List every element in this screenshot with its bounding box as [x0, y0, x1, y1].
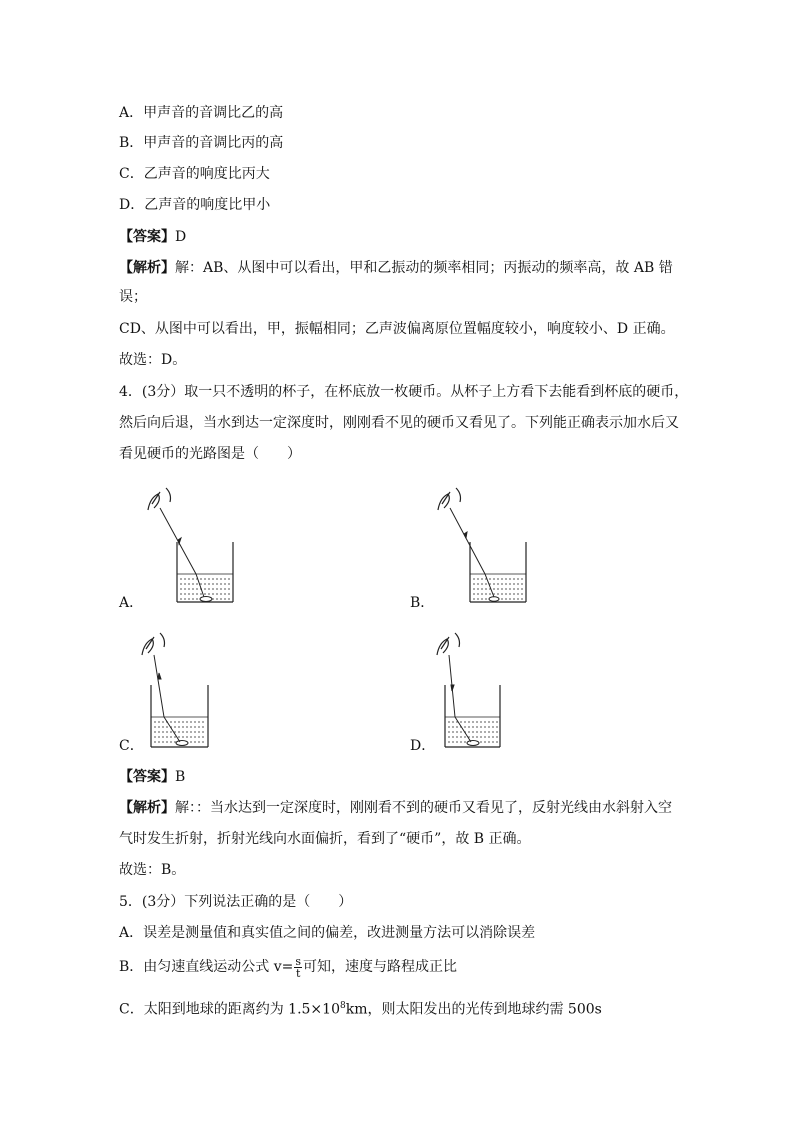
q3-option-b: B．甲声音的音调比丙的高	[119, 135, 284, 151]
formula-fraction	[294, 956, 302, 979]
coin	[200, 597, 212, 602]
q4-analysis-1	[119, 798, 672, 818]
fraction-denominator: t	[296, 966, 301, 980]
q3-analysis-3: CD、从图中可以看出，甲，振幅相同；乙声波偏离原位置幅度较小，响度较小、D 正确。	[119, 321, 675, 337]
option-b-text: B．由匀速直线运动公式	[119, 959, 274, 975]
q3-analysis-1	[119, 258, 673, 278]
coin	[489, 597, 499, 601]
figure-d-diagram	[425, 625, 555, 755]
q5-option-b	[119, 955, 457, 979]
analysis-text: 解：：当水达到一定深度时，刚刚看不到的硬币又看见了，反射光线由水斜射入空	[175, 800, 672, 816]
option-b-text-end: 可知，速度与路程成正比	[303, 959, 458, 975]
water	[445, 717, 500, 742]
figure-a-label: A．	[119, 595, 144, 611]
q3-analysis-2: 误；	[119, 289, 147, 305]
answer-value: D	[175, 229, 187, 245]
coin	[176, 741, 188, 746]
light-ray	[449, 655, 471, 742]
light-ray	[154, 655, 180, 742]
q4-stem-1: 4．(3分）取一只不透明的杯子，在杯底放一枚硬币。从杯子上方看下去能看到杯底的硬币，	[119, 384, 689, 400]
option-c-text-end: km，则太阳发出的光传到地球约需 500s	[345, 1001, 602, 1018]
figure-a-diagram	[140, 480, 270, 610]
q5-option-a: A．误差是测量值和真实值之间的偏差，改进测量方法可以消除误差	[119, 925, 536, 941]
q3-option-c: C．乙声音的响度比丙大	[119, 166, 270, 182]
figure-c-diagram	[130, 625, 260, 755]
figure-d-label: D．	[410, 738, 436, 754]
figure-b-label: B．	[410, 595, 435, 611]
water	[177, 574, 233, 599]
light-ray	[450, 508, 494, 597]
answer-label: 【答案】	[119, 769, 175, 785]
eye-icon	[437, 633, 460, 655]
fraction-numerator: s	[295, 954, 302, 968]
q4-conclusion: 故选：B。	[119, 862, 186, 878]
water	[470, 574, 526, 599]
exponent: 8	[339, 1001, 346, 1011]
analysis-text: 解：AB、从图中可以看出，甲和乙振动的频率相同；丙振动的频率高，故 AB 错	[175, 260, 673, 276]
answer-label: 【答案】	[119, 229, 175, 245]
eye-icon	[148, 488, 171, 510]
answer-value: B	[175, 769, 186, 785]
cup	[470, 542, 526, 602]
q4-stem-2: 然后向后退，当水到达一定深度时，刚刚看不见的硬币又看见了。下列能正确表示加水后又	[119, 415, 679, 431]
q3-option-d: D．乙声音的响度比甲小	[119, 197, 271, 213]
analysis-label: 【解析】	[119, 260, 175, 276]
q5-stem: 5．(3分）下列说法正确的是（ ）	[119, 894, 353, 910]
coin	[467, 741, 479, 746]
q4-answer	[119, 767, 185, 787]
eye-icon	[142, 633, 165, 655]
q4-stem-3: 看见硬币的光路图是（ ）	[119, 446, 301, 462]
water	[151, 717, 208, 742]
q5-option-c	[119, 996, 602, 1020]
cup	[177, 542, 233, 602]
option-c-text: C．太阳到地球的距离约为 1.5×10	[119, 1001, 340, 1018]
q3-option-a: A．甲声音的音调比乙的高	[119, 105, 284, 121]
q4-analysis-2: 气时发生折射，折射光线向水面偏折，看到了“硬币”，故 B 正确。	[119, 831, 531, 847]
formula-v: v=	[273, 959, 294, 975]
figure-b-diagram	[430, 480, 560, 610]
analysis-label: 【解析】	[119, 800, 175, 816]
figure-c-label: C．	[119, 738, 144, 754]
q3-answer	[119, 227, 186, 247]
q3-conclusion: 故选：D。	[119, 352, 187, 368]
eye-icon	[438, 488, 461, 510]
cup	[151, 685, 208, 747]
